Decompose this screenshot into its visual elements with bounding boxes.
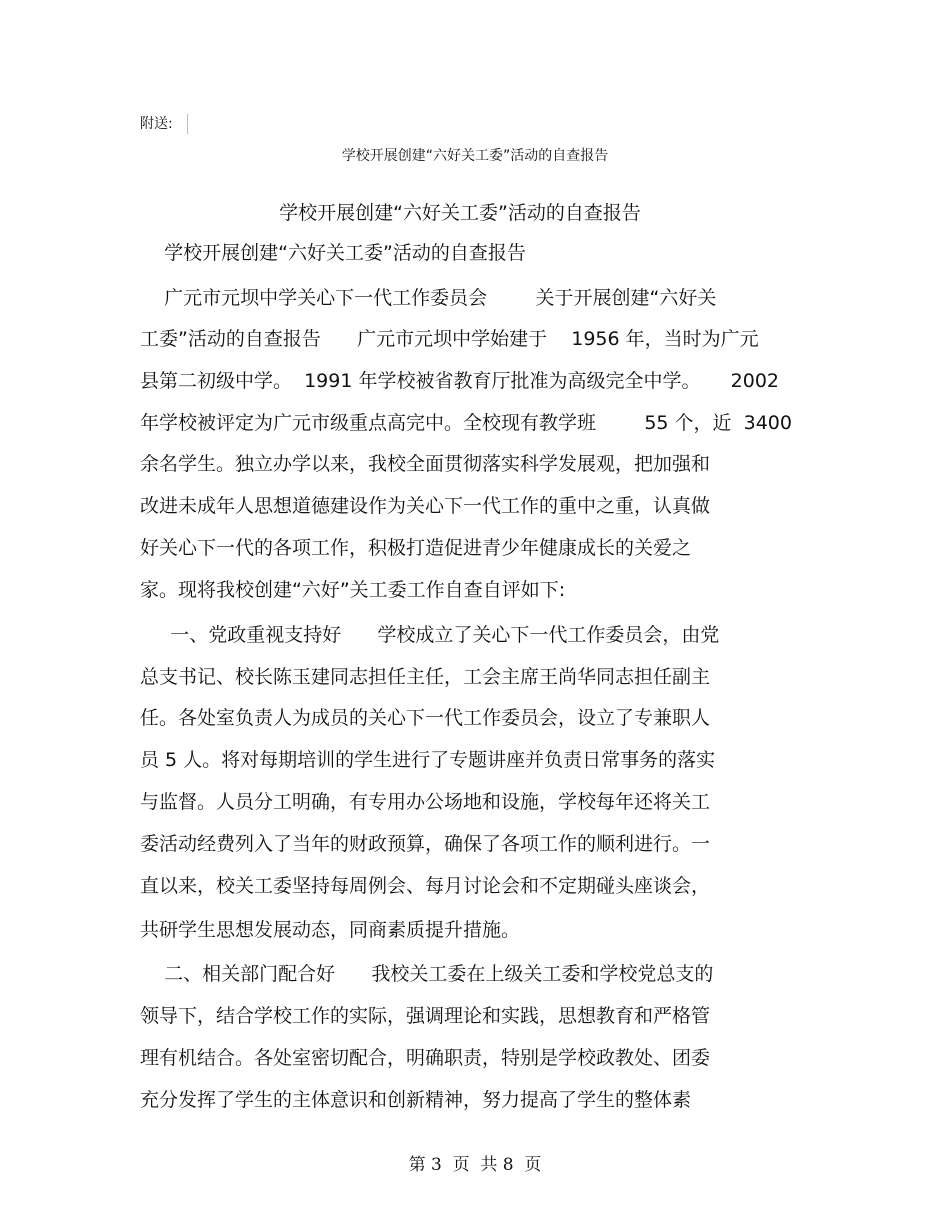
body-line: 工委”活动的自查报告 广元市元坝中学始建于 1956 年，当时为广元 [140, 328, 759, 350]
body-line: 一、党政重视支持好 学校成立了关心下一代工作委员会，由党 [140, 624, 720, 646]
body-line: 好关心下一代的各项工作，积极打造促进青少年健康成长的关爱之 [140, 537, 692, 559]
body-line: 学校开展创建“六好关工委”活动的自查报告 [140, 242, 526, 264]
body-line: 县第二初级中学。 1991 年学校被省教育厅批准为高级完全中学。 2002 [140, 370, 780, 392]
body-line: 充分发挥了学生的主体意识和创新精神，努力提高了学生的整体素 [140, 1089, 692, 1111]
body-line: 家。现将我校创建“六好”关工委工作自查自评如下: [140, 579, 566, 601]
body-line: 年学校被评定为广元市级重点高完中。全校现有教学班 55 个，近 3400 [140, 412, 792, 434]
body-line: 余名学生。独立办学以来，我校全面贯彻落实科学发展观，把加强和 [140, 453, 711, 475]
page-number-footer: 第 3 页 共 8 页 [408, 1155, 542, 1175]
body-line: 广元市元坝中学关心下一代工作委员会 关于开展创建“六好关 [140, 287, 717, 309]
document-small-title: 学校开展创建“六好关工委”活动的自查报告 [341, 148, 609, 164]
body-line: 领导下，结合学校工作的实际，强调理论和实践，思想教育和严格管 [140, 1005, 711, 1027]
body-line: 直以来，校关工委坚持每周例会、每月讨论会和不定期碰头座谈会， [140, 875, 711, 897]
body-line: 委活动经费列入了当年的财政预算，确保了各项工作的顺利进行。一 [140, 833, 711, 855]
body-line: 理有机结合。各处室密切配合，明确职责，特别是学校政教处、团委 [140, 1047, 711, 1069]
body-line: 与监督。人员分工明确，有专用办公场地和设施，学校每年还将关工 [140, 791, 711, 813]
body-line: 改进未成年人思想道德建设作为关心下一代工作的重中之重，认真做 [140, 495, 711, 517]
attachment-label: 附送: [140, 116, 173, 132]
body-line: 共研学生思想发展动态，同商素质提升措施。 [140, 919, 521, 941]
body-line: 总支书记、校长陈玉建同志担任主任，工会主席王尚华同志担任副主 [140, 666, 711, 688]
body-line: 二、相关部门配合好 我校关工委在上级关工委和学校党总支的 [140, 963, 714, 985]
body-line: 任。各处室负责人为成员的关心下一代工作委员会，设立了专兼职人 [140, 707, 711, 729]
text-cursor-mark [187, 114, 188, 134]
body-line: 员 5 人。将对每期培训的学生进行了专题讲座并负责日常事务的落实 [140, 749, 716, 771]
document-main-title: 学校开展创建“六好关工委”活动的自查报告 [279, 202, 641, 224]
